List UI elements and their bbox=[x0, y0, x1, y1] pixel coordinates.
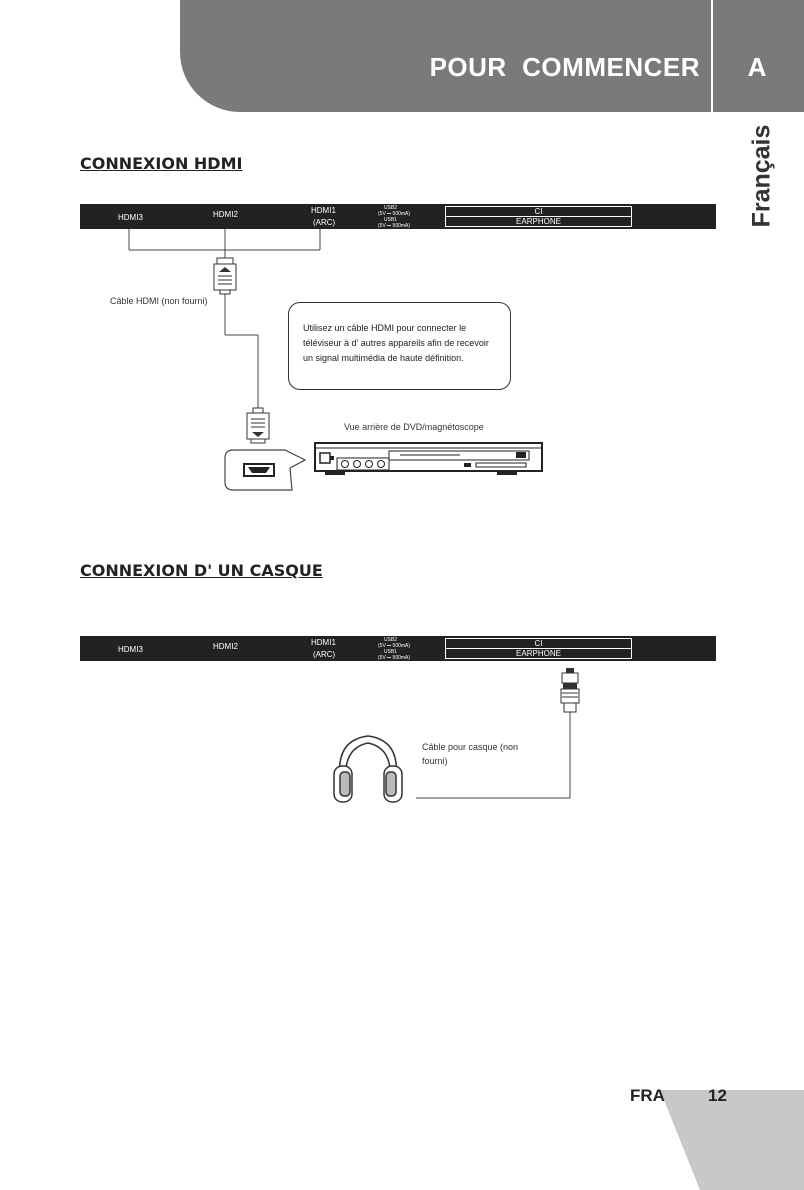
section-title-headphone: CONNEXION D' UN CASQUE bbox=[80, 561, 323, 580]
hdmi-plug-top-icon bbox=[214, 258, 236, 294]
earphone-plug-icon bbox=[561, 668, 579, 712]
section-title-hdmi: CONNEXION HDMI bbox=[80, 154, 243, 173]
port-hdmi1: HDMI1 bbox=[311, 206, 336, 215]
port-ci: CI bbox=[445, 206, 632, 217]
language-label: Français bbox=[747, 124, 776, 228]
port-usb1-spec: (5V ⎓ 500mA) bbox=[378, 223, 411, 229]
headphone-cable-label: Câble pour casque (non fourni) bbox=[422, 742, 519, 766]
dvd-rear-label: Vue arrière de DVD/magnétoscope bbox=[344, 422, 484, 432]
chapter-letter: A bbox=[747, 52, 767, 82]
port-hdmi1-arc: (ARC) bbox=[313, 650, 336, 659]
port-hdmi3: HDMI3 bbox=[118, 645, 143, 654]
port-usb1: USB1 bbox=[384, 649, 398, 655]
hdmi-cable-label: Câble HDMI (non fourni) bbox=[110, 296, 208, 306]
port-hdmi3: HDMI3 bbox=[118, 213, 143, 222]
port-hdmi1: HDMI1 bbox=[311, 638, 336, 647]
hdmi-port-callout-icon bbox=[225, 450, 305, 490]
hdmi-info-text: Utilisez un câble HDMI pour connecter le téléviseur à d' autres appareils afin de recevoir un signal multimédia de haute définition. bbox=[303, 323, 489, 363]
headphone-diagram bbox=[0, 600, 804, 820]
port-usb1: USB1 bbox=[384, 217, 398, 223]
port-hdmi1-arc: (ARC) bbox=[313, 218, 336, 227]
headphones-icon bbox=[334, 736, 402, 802]
port-usb2: USB2 bbox=[384, 637, 398, 643]
port-ci: CI bbox=[445, 638, 632, 649]
chapter-title: POUR COMMENCER bbox=[429, 52, 700, 82]
port-usb2-spec: (5V ⎓ 500mA) bbox=[378, 643, 411, 649]
port-hdmi2: HDMI2 bbox=[213, 210, 238, 219]
hdmi-info-box bbox=[288, 302, 511, 390]
port-usb1-spec: (5V ⎓ 500mA) bbox=[378, 655, 411, 661]
footer-language-code: FRA bbox=[630, 1086, 665, 1105]
port-usb2: USB2 bbox=[384, 205, 398, 211]
port-usb2-spec: (5V ⎓ 500mA) bbox=[378, 211, 411, 217]
dvd-player-icon bbox=[315, 443, 542, 475]
page-number: 12 bbox=[708, 1086, 727, 1105]
port-hdmi2: HDMI2 bbox=[213, 642, 238, 651]
port-earphone: EARPHONE bbox=[445, 216, 632, 227]
hdmi-plug-bottom-icon bbox=[247, 408, 269, 443]
port-earphone: EARPHONE bbox=[445, 648, 632, 659]
